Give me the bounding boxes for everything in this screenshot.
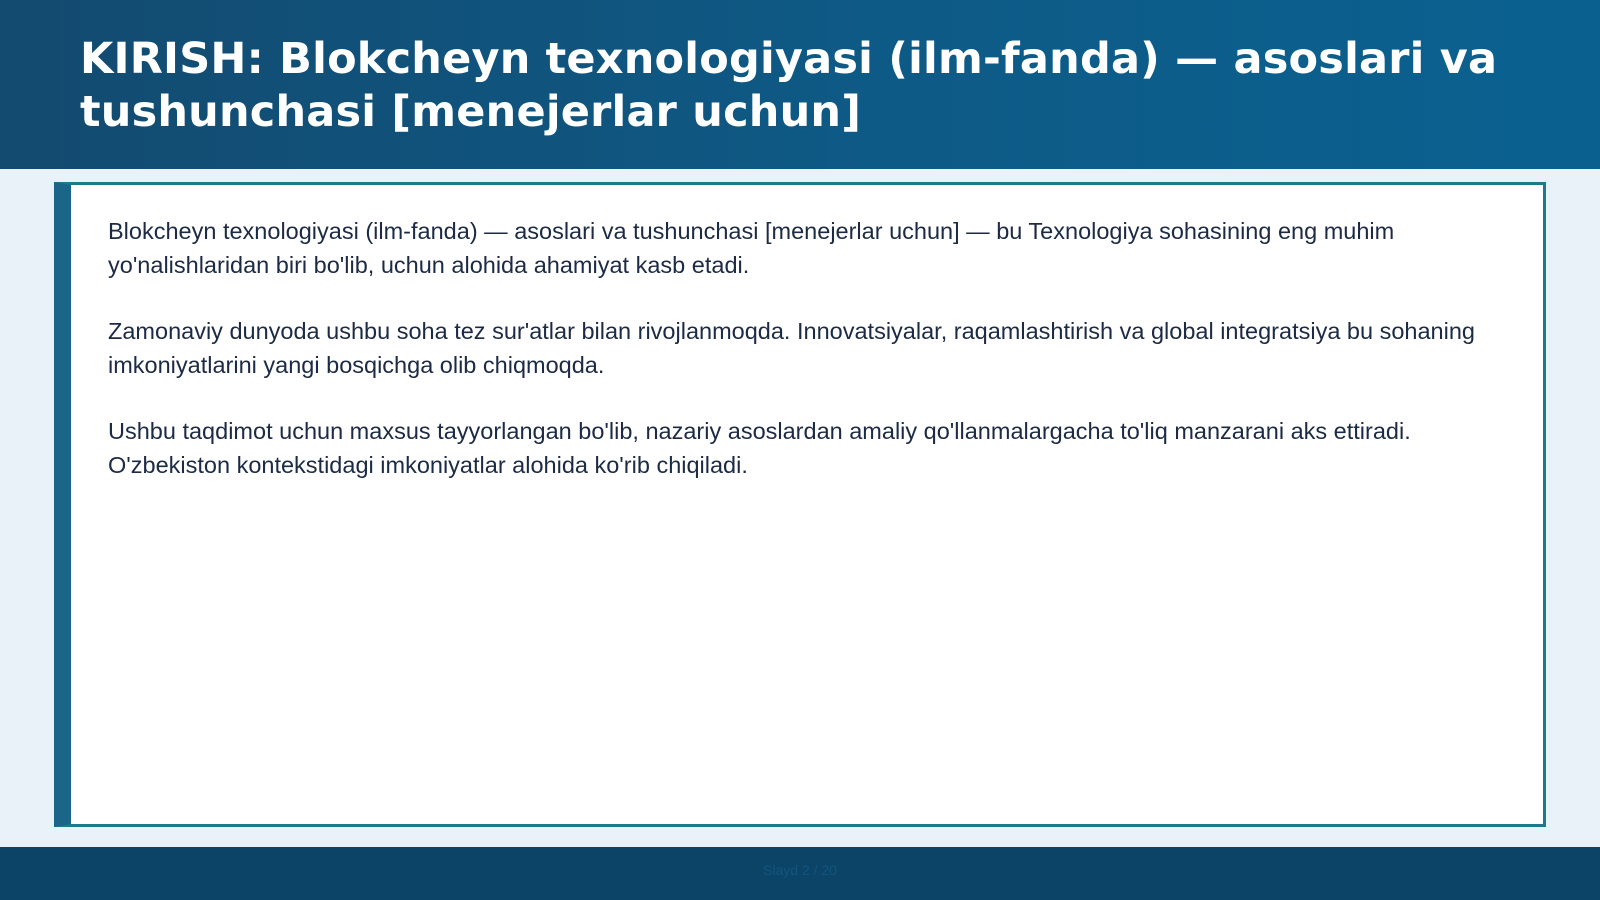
content-paragraphs: [108, 214, 1508, 514]
slide-title: KIRISH: Blokcheyn texnologiyasi (ilm-fanda) — asoslari va tushunchasi [menejerlar uchun]: [80, 34, 1498, 137]
slide-header: [0, 0, 1600, 169]
paragraph-presentation-purpose: Ushbu taqdimot uchun maxsus tayyorlangan bo'lib, nazariy asoslardan amaliy qo'llanmalargacha to'liq manzarani aks ettiradi. O'zbekiston kontekstidagi imkoniyatlar alohida ko'rib chiqiladi.: [108, 418, 1411, 478]
slide-number: Slayd 2 / 20: [763, 862, 837, 878]
content-card: [54, 182, 1546, 827]
paragraph-intro: Blokcheyn texnologiyasi (ilm-fanda) — asoslari va tushunchasi [menejerlar uchun] — bu Texnologiya sohasining eng muhim yo'nalishlaridan biri bo'lib, uchun alohida ahamiyat kasb etadi.: [108, 218, 1395, 278]
paragraph-modern-world: Zamonaviy dunyoda ushbu soha tez sur'atlar bilan rivojlanmoqda. Innovatsiyalar, raqamlashtirish va global integratsiya bu sohaning imkoniyatlarini yangi bosqichga olib chiqmoqda.: [108, 318, 1475, 378]
slide-footer: [0, 847, 1600, 900]
